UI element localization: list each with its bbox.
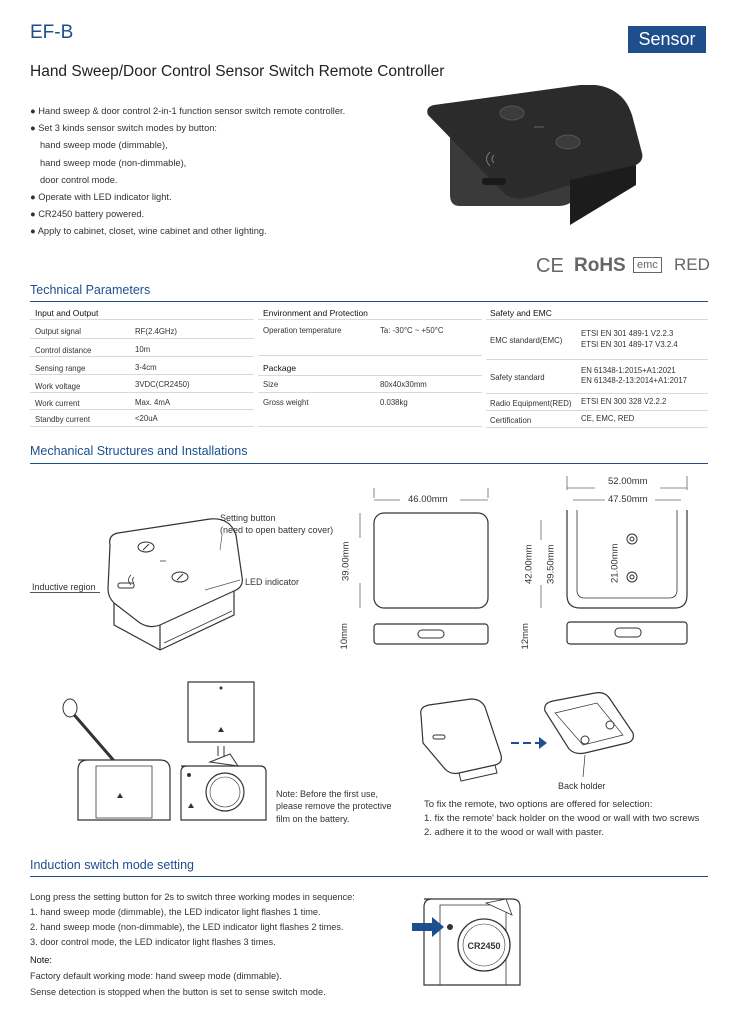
note-line: Sense detection is stopped when the button is set to sense switch mode. [30,987,326,997]
product-title: Hand Sweep/Door Control Sensor Switch Remote Controller [30,63,445,80]
battery-note-line: please remove the protective [276,801,392,811]
safety-value: EN 61348-2-13:2014+A1:2017 [581,376,687,385]
mech-section-title: Mechanical Structures and Installations [30,444,248,458]
red-mark: RED [674,255,710,274]
back-width-outer-dim: 52.00mm [608,476,648,487]
io-label: Standby current [35,415,91,424]
safety-label: Certification [490,416,532,425]
back-height-mid-dim: 39.50mm [545,544,557,585]
env-value: Ta: -30°C ~ +50°C [380,326,444,335]
package-header: Package [263,363,297,373]
back-width-inner-dim: 47.50mm [608,494,648,505]
back-holder-drawing [415,685,655,785]
safety-label: Radio Equipment(RED) [490,399,572,408]
category-badge: Sensor [628,26,706,53]
safety-value: ETSI EN 301 489-1 V2.2.3 [581,329,674,338]
feature-subitem: hand sweep mode (non-dimmable), [40,157,187,168]
product-render [420,85,650,245]
fix-note-line: To fix the remote, two options are offered for selection: [424,799,653,810]
io-value: 3-4cm [135,363,157,372]
section-divider [30,876,708,877]
io-value: <20uA [135,414,158,423]
feature-item: ● Hand sweep & door control 2-in-1 function sensor switch remote controller. [30,106,346,116]
io-label: Work current [35,399,80,408]
feature-item: ● Set 3 kinds sensor switch modes by button: [30,123,218,134]
safety-label: EMC standard(EMC) [490,336,563,345]
setting-button-label: Setting button [220,513,276,523]
leader-line [30,592,100,593]
feature-subitem: door control mode. [40,174,118,185]
induction-line: 3. door control mode, the LED indicator light flashes 3 times. [30,937,276,947]
package-label: Size [263,380,279,389]
section-divider [30,463,708,464]
io-value: 10m [135,345,151,354]
safety-value: EN 61348-1:2015+A1:2021 [581,366,676,375]
fix-note-line: 2. adhere it to the wood or wall with paster. [424,827,605,838]
setting-button-location-drawing [410,885,525,990]
battery-label: CR2450 [467,941,501,951]
safety-value: ETSI EN 301 489-17 V3.2.4 [581,340,678,349]
led-indicator-label: LED indicator [245,577,300,587]
package-value: 80x40x30mm [380,380,427,389]
note-title: Note: [30,955,52,965]
front-height-dim: 39.00mm [340,541,352,582]
io-value: RF(2.4GHz) [135,327,178,336]
ce-mark: CE [536,255,564,277]
battery-note-line: Note: Before the first use, [276,789,379,799]
feature-item: ● CR2450 battery powered. [30,209,145,220]
env-header: Environment and Protection [263,308,368,318]
fix-note-line: 1. fix the remote' back holder on the wood or wall with two screws [424,813,700,824]
env-label: Operation temperature [263,326,342,335]
tech-section-title: Technical Parameters [30,283,151,297]
io-value: Max. 4mA [135,398,171,407]
back-hole-spacing-dim: 21.00mm [609,543,621,584]
induction-section-title: Induction switch mode setting [30,858,194,872]
io-value: 3VDC(CR2450) [135,380,190,389]
back-height-outer-dim: 42.00mm [523,544,535,585]
io-label: Control distance [35,346,92,355]
feature-list [30,103,420,241]
safety-value: CE, EMC, RED [581,414,635,423]
tech-table [30,302,708,430]
io-label: Work voltage [35,382,81,391]
induction-line: 1. hand sweep mode (dimmable), the LED indicator light flashes 1 time. [30,907,321,917]
back-depth-dim: 12mm [519,623,531,650]
induction-line: Long press the setting button for 2s to switch three working modes in sequence: [30,892,355,902]
package-label: Gross weight [263,398,309,407]
io-label: Sensing range [35,364,86,373]
rohs-mark: RoHS [574,255,626,276]
model-code: EF-B [30,22,74,43]
front-depth-dim: 10mm [338,623,350,650]
back-holder-label: Back holder [558,781,606,791]
induction-line: 2. hand sweep mode (non-dimmable), the LED indicator light flashes 2 times. [30,922,344,932]
safety-label: Safety standard [490,373,545,382]
feature-subitem: hand sweep mode (dimmable), [40,140,168,151]
note-line: Factory default working mode: hand sweep mode (dimmable). [30,971,282,981]
front-width-dim: 46.00mm [408,494,448,505]
feature-item: ● Operate with LED indicator light. [30,192,172,203]
io-label: Output signal [35,327,81,336]
feature-item: ● Apply to cabinet, closet, wine cabinet and other lighting. [30,226,267,237]
safety-value: ETSI EN 300 328 V2.2.2 [581,397,667,406]
battery-install-drawing [60,680,270,830]
package-value: 0.038kg [380,398,408,407]
emc-mark: emc [633,257,662,273]
io-header: Input and Output [35,308,99,318]
setting-button-note: (need to open battery cover) [220,525,334,535]
inductive-region-label: Inductive region [32,582,96,592]
safety-header: Safety and EMC [490,308,552,318]
battery-note-line: film on the battery. [276,814,350,824]
